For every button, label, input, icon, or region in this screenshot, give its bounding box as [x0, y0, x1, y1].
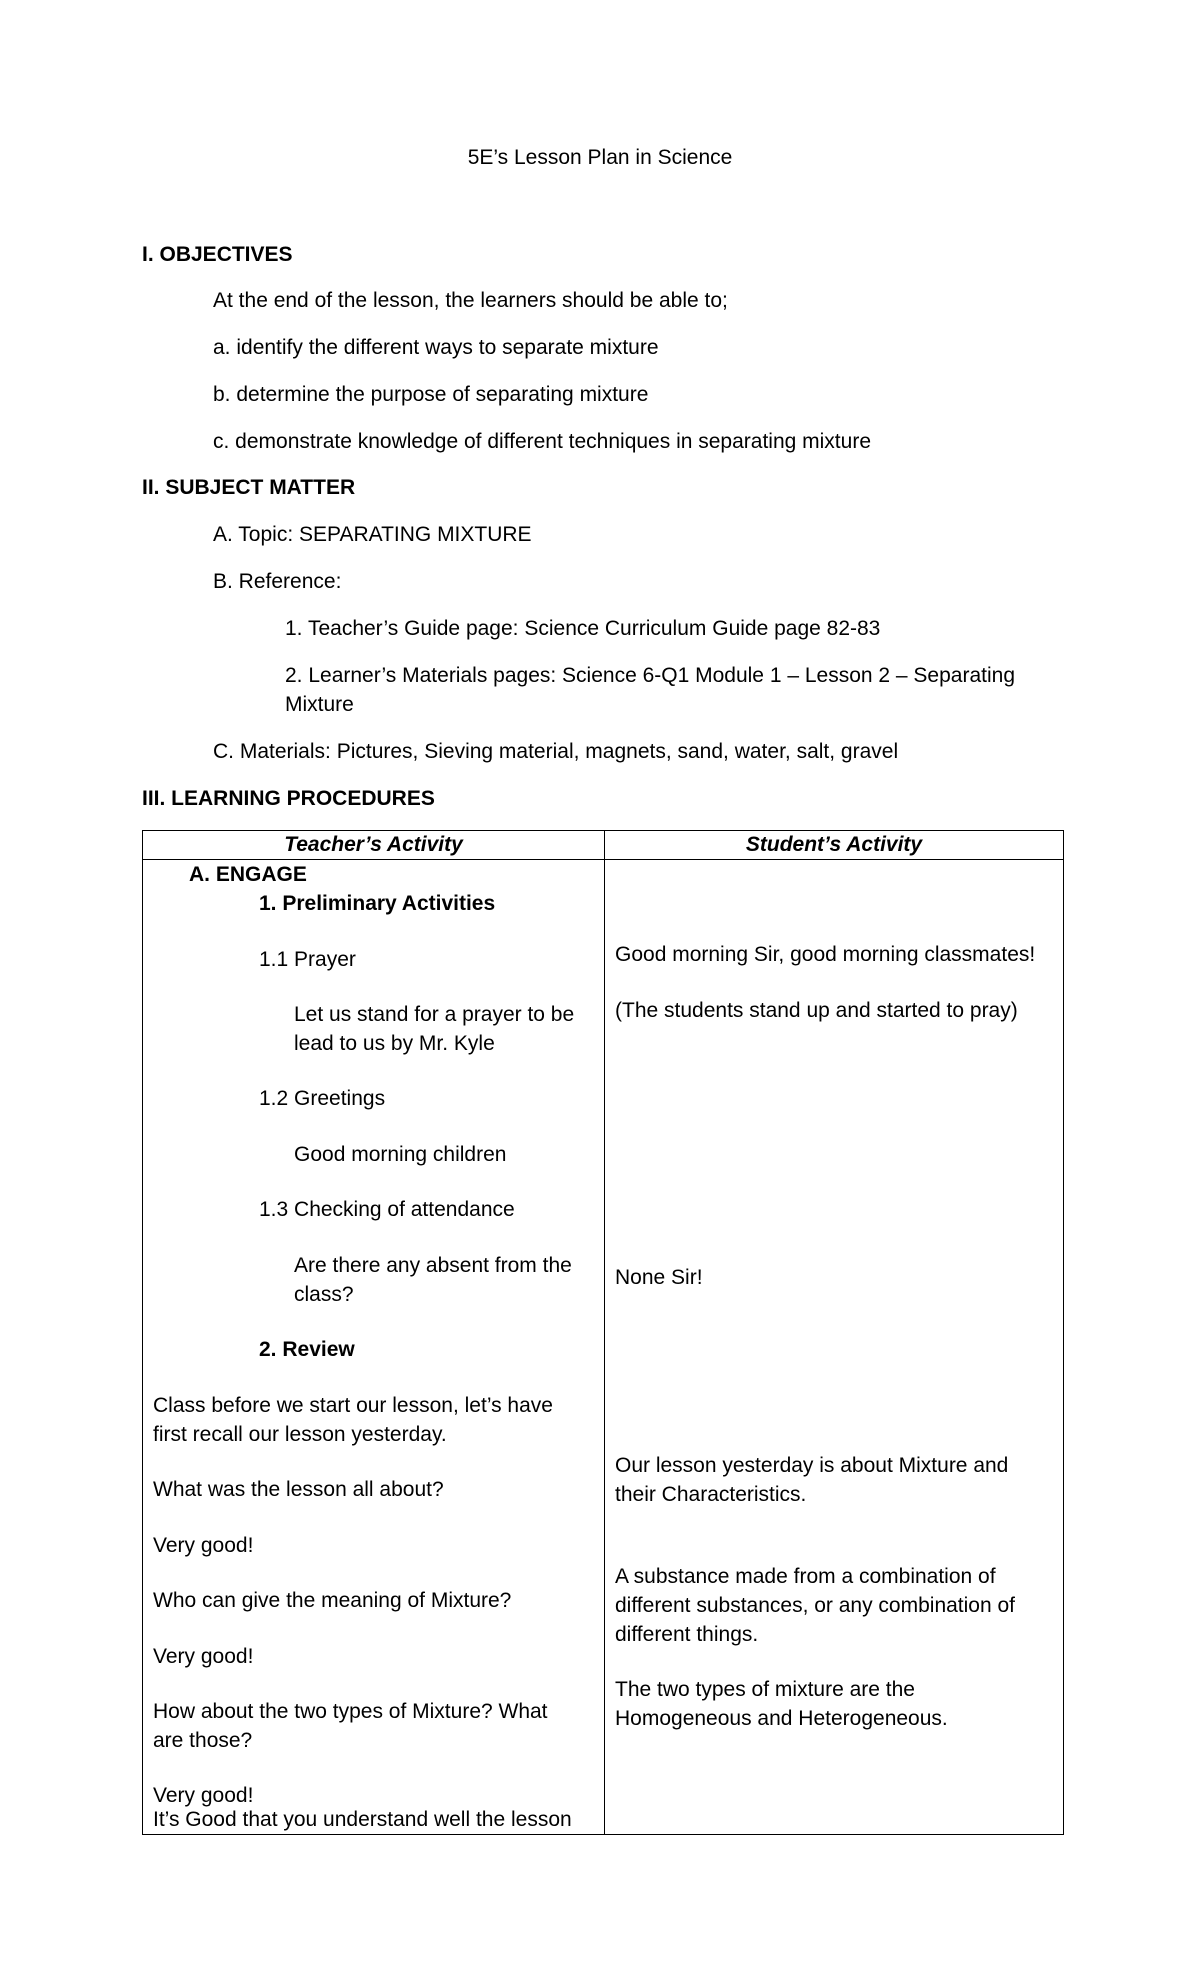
- teacher-line: What was the lesson all about?: [153, 1478, 444, 1501]
- reference-item-continued: Mixture: [285, 693, 354, 716]
- student-line: None Sir!: [615, 1266, 703, 1289]
- teacher-line: Are there any absent from the: [294, 1254, 572, 1277]
- objective-item: c. demonstrate knowledge of different techniques in separating mixture: [213, 430, 871, 453]
- teacher-line: Very good!: [153, 1645, 254, 1668]
- attendance-heading: 1.3 Checking of attendance: [259, 1198, 515, 1221]
- teacher-line: How about the two types of Mixture? What: [153, 1700, 548, 1723]
- reference-item: 1. Teacher’s Guide page: Science Curriculum Guide page 82-83: [285, 617, 881, 640]
- topic-line: A. Topic: SEPARATING MIXTURE: [213, 523, 532, 546]
- teacher-activity-cell: [143, 860, 605, 1835]
- student-line: Good morning Sir, good morning classmates!: [615, 943, 1036, 966]
- objectives-intro: At the end of the lesson, the learners should be able to;: [213, 289, 728, 312]
- subject-matter-heading: II. SUBJECT MATTER: [142, 476, 356, 499]
- student-line: Our lesson yesterday is about Mixture and: [615, 1454, 1009, 1477]
- teacher-line: Class before we start our lesson, let’s have: [153, 1394, 553, 1417]
- preliminary-heading: 1. Preliminary Activities: [259, 892, 496, 915]
- student-line: (The students stand up and started to pray): [615, 999, 1018, 1022]
- teacher-line: class?: [294, 1283, 354, 1306]
- prayer-heading: 1.1 Prayer: [259, 948, 356, 971]
- engage-heading: A. ENGAGE: [189, 863, 307, 886]
- student-line: different substances, or any combination of: [615, 1594, 1016, 1617]
- student-line: their Characteristics.: [615, 1483, 807, 1506]
- teacher-line: Let us stand for a prayer to be: [294, 1003, 575, 1026]
- student-line: A substance made from a combination of: [615, 1565, 996, 1588]
- procedures-table: [142, 830, 1064, 1835]
- teacher-line: first recall our lesson yesterday.: [153, 1423, 447, 1446]
- objectives-heading: I. OBJECTIVES: [142, 243, 293, 266]
- review-heading: 2. Review: [259, 1338, 355, 1361]
- procedures-heading: III. LEARNING PROCEDURES: [142, 787, 435, 810]
- objective-item: a. identify the different ways to separate mixture: [213, 336, 659, 359]
- teacher-line: Good morning children: [294, 1143, 507, 1166]
- reference-label: B. Reference:: [213, 570, 342, 593]
- table-header-row: [143, 831, 1064, 860]
- teacher-activity-header: Teacher’s Activity: [143, 831, 605, 860]
- student-line: Homogeneous and Heterogeneous.: [615, 1707, 948, 1730]
- materials-line: C. Materials: Pictures, Sieving material, magnets, sand, water, salt, gravel: [213, 740, 899, 763]
- student-activity-cell: [605, 860, 1064, 1835]
- objective-item: b. determine the purpose of separating mixture: [213, 383, 649, 406]
- greetings-heading: 1.2 Greetings: [259, 1087, 386, 1110]
- teacher-line: are those?: [153, 1729, 253, 1752]
- teacher-line: Very good!: [153, 1784, 254, 1807]
- reference-item: 2. Learner’s Materials pages: Science 6-Q1 Module 1 – Lesson 2 – Separating: [285, 664, 1015, 687]
- student-activity-header: Student’s Activity: [605, 831, 1064, 860]
- teacher-line: Very good!: [153, 1534, 254, 1557]
- teacher-line: lead to us by Mr. Kyle: [294, 1032, 495, 1055]
- teacher-line: It’s Good that you understand well the lesson: [153, 1808, 572, 1831]
- table-row: [143, 860, 1064, 1835]
- student-line: different things.: [615, 1623, 759, 1646]
- student-line: The two types of mixture are the: [615, 1678, 915, 1701]
- document-title: 5E’s Lesson Plan in Science: [467, 146, 733, 169]
- teacher-line: Who can give the meaning of Mixture?: [153, 1589, 512, 1612]
